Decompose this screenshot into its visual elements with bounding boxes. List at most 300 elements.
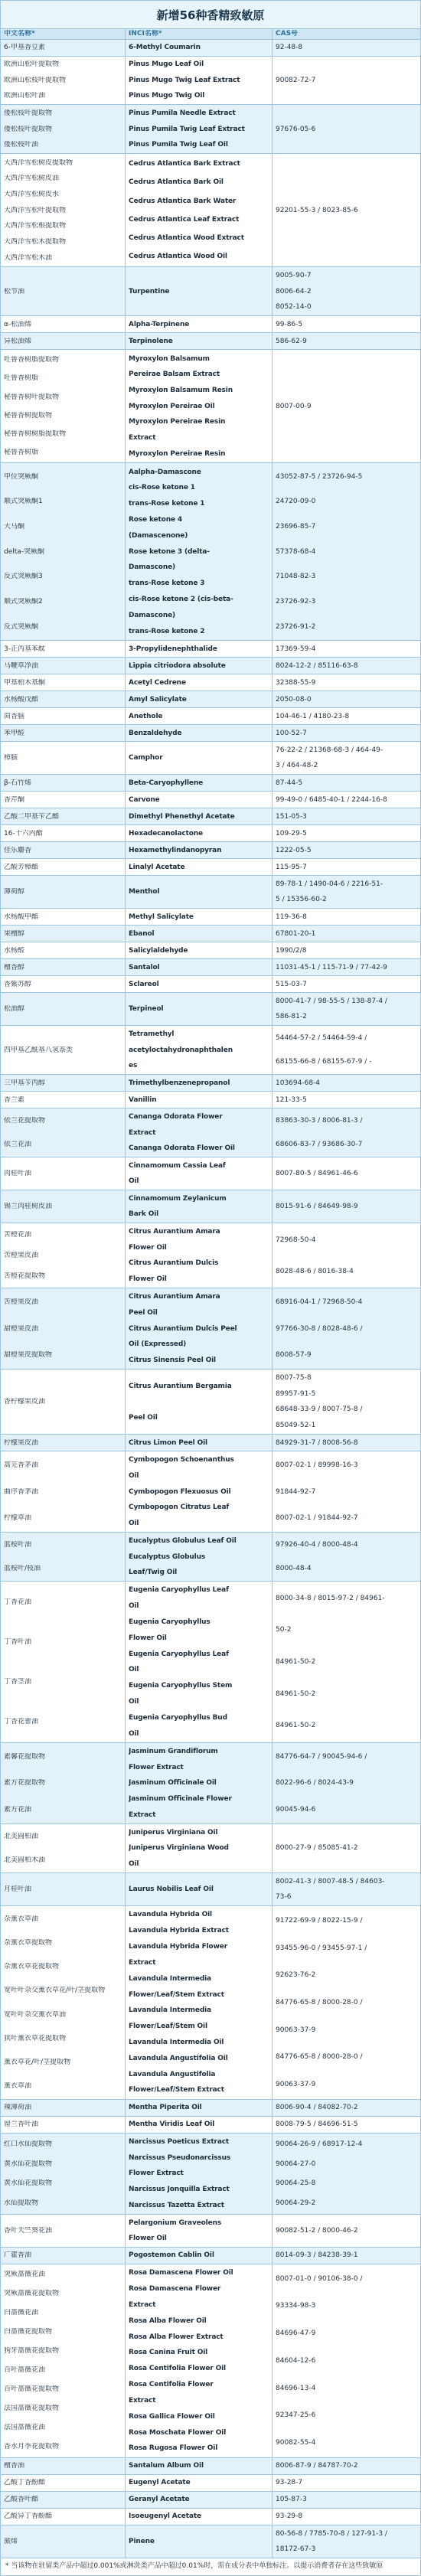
cell-line: Santalum Album Oil (129, 2462, 204, 2470)
cell-line: 蓝桉叶油 (4, 1541, 32, 1549)
footnote: * 当该物在驻留类产品中超过0.001%或淋洗类产品中超过0.01%时，需在成分表中单独标注。以提示消费者存在这些致敏原 (0, 2558, 421, 2576)
cell-cas-number (273, 1533, 420, 1581)
table-row (0, 842, 421, 859)
cell-cas-number (273, 1092, 420, 1108)
cell-line: Ebanol (129, 929, 155, 938)
cell-line: 8006-87-9 / 84787-70-2 (276, 2462, 358, 2470)
cell-line: 樟脑 (4, 754, 18, 762)
cell-line: Cedrus Atlantica Wood Extract (129, 233, 244, 242)
cell-line: 99-49-0 / 6485-40-1 / 2244-16-8 (276, 795, 387, 804)
cell-line: 倭松枝叶提取物 (4, 125, 53, 133)
table-row (0, 2509, 421, 2525)
cell-line: 苦橙花油 (4, 1230, 32, 1239)
cell-cas-number (273, 2492, 420, 2508)
cell-line: 6-甲基香豆素 (4, 43, 45, 51)
table-row (0, 1435, 421, 1451)
cell-line: 广藿香油 (4, 2251, 32, 2260)
cell-inci-name (126, 2492, 273, 2508)
cell-inci-name (126, 926, 273, 942)
table-row (0, 1533, 421, 1582)
cell-line: Rosa Alba Flower Oil (129, 2316, 207, 2325)
cell-chinese-name (1, 2248, 126, 2264)
cell-chinese-name (1, 463, 126, 640)
cell-line: 93455-96-0 / 93455-97-1 / (276, 1944, 367, 1952)
cell-cas-number (273, 674, 420, 691)
cell-line: Methyl Salicylate (129, 913, 194, 921)
table-row (0, 1743, 421, 1824)
cell-line: 103694-68-4 (276, 1079, 321, 1087)
cell-line: 法国蔷薇花提取物 (4, 2405, 60, 2413)
table-row (0, 976, 421, 993)
cell-line: 90082-72-7 (276, 76, 316, 84)
cell-line: Oil (129, 1177, 139, 1186)
table-row (0, 1092, 421, 1108)
table-row (0, 105, 421, 154)
cell-line: 43052-87-5 / 23726-94-5 (276, 472, 363, 481)
cell-inci-name (126, 2134, 273, 2214)
cell-line: 百叶蔷薇花提取物 (4, 2385, 60, 2394)
cell-line: Myroxylon Pereirae Oil (129, 402, 215, 410)
cell-line: 秘鲁香树树脂提取物 (4, 429, 67, 438)
cell-cas-number (273, 859, 420, 875)
cell-line: 2050-08-0 (276, 695, 312, 704)
cell-line: 109-29-5 (276, 829, 307, 837)
cell-inci-name (126, 1906, 273, 2099)
cell-line: Lavandula Intermedia Oil (129, 2039, 224, 2046)
cell-inci-name (126, 105, 273, 153)
cell-line: Pinus Mugo Leaf Oil (129, 60, 204, 69)
cell-line: 倭松枝叶油 (4, 141, 39, 149)
cell-line: 100-52-7 (276, 729, 307, 737)
cell-line: 果檀醇 (4, 929, 25, 938)
cell-line: 586-81-2 (276, 1013, 307, 1021)
cell-line: 68606-83-7 / 93686-30-7 (276, 1140, 363, 1148)
cell-chinese-name (1, 1157, 126, 1190)
table-row (0, 909, 421, 926)
cell-line: 16-十六内酯 (4, 829, 43, 837)
cell-line: 67801-20-1 (276, 929, 316, 938)
cell-chinese-name (1, 842, 126, 858)
cell-chinese-name (1, 691, 126, 707)
cell-line: 松油醇 (4, 1005, 25, 1014)
cell-line: 8007-02-1 / 91844-92-7 (276, 1513, 358, 1522)
cell-line: 甜橙果皮油 (4, 1324, 39, 1333)
cell-line: Camphor (129, 754, 163, 762)
cell-line: Sclareol (129, 980, 159, 988)
table-row (0, 674, 421, 691)
cell-line: Rosa Rugosa Flower Oil (129, 2444, 218, 2453)
cell-cas-number (273, 1824, 420, 1872)
cell-line: 5 / 15356-60-2 (276, 896, 327, 904)
cell-line: 倭松枝叶提取物 (4, 109, 53, 118)
cell-cas-number (273, 876, 420, 908)
cell-inci-name (126, 775, 273, 791)
table-row (0, 1223, 421, 1288)
cell-line: Extract (129, 1128, 156, 1137)
cell-chinese-name (1, 2134, 126, 2214)
cell-line: Eugenia Caryophyllus Bud (129, 1713, 227, 1722)
table-row (0, 40, 421, 57)
cell-line: Oil (129, 1729, 139, 1738)
cell-line: Mentha Viridis Leaf Oil (129, 2121, 215, 2129)
cell-inci-name (126, 1092, 273, 1108)
cell-chinese-name (1, 1743, 126, 1823)
cell-line: 90082-55-4 (276, 2438, 316, 2447)
cell-line: Juniperus Virginiana Wood (129, 1844, 229, 1853)
cell-cas-number (273, 2475, 420, 2491)
cell-line: 119-36-8 (276, 913, 307, 921)
table-row (0, 2492, 421, 2509)
cell-inci-name (126, 658, 273, 674)
cell-line: Jasminum Officinale Oil (129, 1779, 217, 1788)
cell-inci-name (126, 2264, 273, 2457)
cell-cas-number (273, 909, 420, 925)
cell-line: 93-28-7 (276, 2479, 303, 2487)
table-row (0, 2117, 421, 2134)
cell-line: 8007-75-8 (276, 1374, 312, 1383)
cell-line: 辣薄荷油 (4, 2104, 32, 2112)
cell-line: 反式突厥酮 (4, 622, 39, 631)
cell-cas-number (273, 942, 420, 958)
cell-line: 50-2 (276, 1626, 292, 1634)
cell-chinese-name (1, 708, 126, 724)
cell-line: 大西洋雪松木油 (4, 253, 53, 262)
cell-line: 素方花油 (4, 1805, 32, 1814)
cell-line: 丁香叶油 (4, 1638, 32, 1646)
cell-inci-name (126, 725, 273, 741)
cell-line: 6-Methyl Coumarin (129, 43, 201, 51)
cell-line: 90082-51-2 / 8000-46-2 (276, 2226, 358, 2235)
cell-line: Cedrus Atlantica Leaf Extract (129, 215, 240, 224)
cell-line: Juniperus Virginiana Oil (129, 1829, 218, 1837)
cell-line: Eugenia Caryophyllus (129, 1618, 210, 1627)
cell-line: 异松油烯 (4, 337, 32, 345)
cell-line: Narcissus Tazetta Extract (129, 2201, 224, 2209)
table-row (0, 2475, 421, 2492)
cell-cas-number (273, 2264, 420, 2457)
cell-line: Oil (129, 1519, 139, 1527)
cell-line: 吐鲁香树脂提取物 (4, 356, 60, 364)
cell-line: Eucalyptus Globulus Leaf Oil (129, 1537, 237, 1546)
cell-line: 91722-69-9 / 8022-15-9 / (276, 1916, 363, 1925)
table-row (0, 691, 421, 708)
cell-line: Turpentine (129, 287, 170, 295)
cell-inci-name (126, 708, 273, 724)
table-row (0, 1824, 421, 1873)
cell-line: 松节油 (4, 287, 25, 295)
cell-inci-name (126, 641, 273, 657)
cell-line: 72968-50-4 (276, 1236, 316, 1244)
cell-line: 17369-59-4 (276, 645, 316, 653)
cell-cas-number (273, 2215, 420, 2247)
cell-line: 84696-13-4 (276, 2384, 316, 2392)
cell-line: 甲基柏木基酮 (4, 678, 46, 687)
cell-line: Citrus Aurantium Amara (129, 1228, 220, 1236)
cell-line: 北美圆柏木油 (4, 1856, 46, 1864)
cell-line: 8006-64-2 (276, 287, 312, 295)
cell-line: 92201-55-3 / 8023-85-6 (276, 206, 358, 214)
cell-chinese-name (1, 808, 126, 824)
cell-chinese-name (1, 674, 126, 691)
cell-cas-number (273, 658, 420, 674)
cell-inci-name (126, 463, 273, 640)
cell-inci-name (126, 1288, 273, 1369)
cell-chinese-name (1, 1092, 126, 1108)
cell-line: Linalyl Acetate (129, 863, 185, 871)
cell-line: 71048-82-3 (276, 573, 316, 581)
cell-line: Lavandula Intermedia (129, 1974, 211, 1983)
cell-line: 法国蔷薇花油 (4, 2424, 46, 2432)
table-row (0, 57, 421, 106)
cell-line: 68155-66-8 / 68155-67-9 / - (276, 1057, 372, 1066)
cell-cas-number (273, 1026, 420, 1074)
cell-cas-number (273, 792, 420, 808)
cell-chinese-name (1, 792, 126, 808)
cell-line: 茴香脑 (4, 712, 25, 720)
cell-line: Narcissus Jonquilla Extract (129, 2186, 230, 2194)
cell-line: Alpha-Terpinene (129, 320, 190, 328)
cell-line: 90064-25-8 (276, 2179, 316, 2188)
cell-line: Oil (129, 1602, 139, 1611)
cell-line: 秘鲁香树提取物 (4, 411, 53, 420)
cell-line: 乙酸芳樟酯 (4, 863, 39, 871)
cell-cas-number (273, 959, 420, 975)
cell-line: 8014-09-3 / 84238-39-1 (276, 2251, 358, 2260)
cell-cas-number (273, 708, 420, 724)
cell-line: 薰衣草油 (4, 2082, 32, 2091)
cell-cas-number (273, 1075, 420, 1091)
cell-cas-number (273, 267, 420, 315)
cell-line: 狗牙蔷薇花提取物 (4, 2347, 60, 2356)
cell-inci-name (126, 267, 273, 315)
cell-line: Lavandula Intermedia (129, 2006, 211, 2015)
cell-cas-number (273, 742, 420, 774)
cell-line: 89-78-1 / 1490-04-6 / 2216-51- (276, 880, 383, 889)
cell-chinese-name (1, 2264, 126, 2457)
cell-inci-name (126, 691, 273, 707)
cell-line: 马鞭草净油 (4, 661, 39, 670)
cell-line: Citrus Sinensis Peel Oil (129, 1356, 216, 1364)
cell-line: Rose ketone 4 (129, 516, 182, 524)
cell-line: 乙酸异丁香酚酯 (4, 2512, 53, 2521)
cell-cas-number (273, 1223, 420, 1288)
cell-line: 肉桂叶油 (4, 1170, 32, 1178)
cell-chinese-name (1, 959, 126, 975)
cell-line: Damascone) (129, 611, 175, 619)
cell-chinese-name (1, 909, 126, 925)
cell-line: 红口水仙提取物 (4, 2140, 53, 2148)
cell-line: 97766-30-8 / 8028-48-6 / (276, 1324, 363, 1333)
table-header-row (0, 28, 421, 40)
cell-chinese-name (1, 876, 126, 908)
table-row (0, 316, 421, 333)
cell-line: 54464-57-2 / 54464-59-4 / (276, 1034, 367, 1043)
cell-line: 8002-41-3 / 8007-48-5 / 84603- (276, 1877, 385, 1885)
cell-line: Cedrus Atlantica Bark Oil (129, 178, 224, 187)
cell-line: Pinus Mugo Twig Leaf Extract (129, 76, 240, 84)
cell-line: 84961-50-2 (276, 1658, 316, 1667)
cell-chinese-name (1, 1824, 126, 1872)
cell-line: 檀香醇 (4, 963, 25, 971)
cell-line: Myroxylon Pereirae Resin (129, 449, 226, 458)
cell-inci-name (126, 316, 273, 332)
header-cell-inci-name: INCI名称* (126, 29, 273, 39)
cell-line: Cinnamomum Zeylanicum (129, 1195, 227, 1203)
cell-line: 8007-80-5 / 84961-46-6 (276, 1170, 358, 1178)
cell-line: 84696-47-9 (276, 2330, 316, 2338)
cell-line: 水杨醛 (4, 946, 25, 955)
cell-cas-number (273, 1582, 420, 1742)
cell-chinese-name (1, 859, 126, 875)
table-row (0, 1026, 421, 1075)
cell-chinese-name (1, 2475, 126, 2491)
cell-cas-number (273, 842, 420, 858)
cell-line: Citrus Aurantium Bergamia (129, 1382, 232, 1390)
cell-cas-number (273, 2509, 420, 2525)
cell-line: 80-56-8 / 7785-70-8 / 127-91-3 / (276, 2529, 387, 2538)
cell-line: 90064-29-2 (276, 2199, 316, 2207)
cell-line: Beta-Caryophyllene (129, 779, 204, 787)
cell-cas-number (273, 316, 420, 332)
cell-inci-name (126, 1533, 273, 1581)
cell-line: 1222-05-5 (276, 846, 312, 854)
cell-line: 留兰香叶油 (4, 2121, 39, 2129)
cell-chinese-name (1, 976, 126, 992)
cell-inci-name (126, 2525, 273, 2558)
cell-line: 欧洲山松叶提取物 (4, 60, 60, 69)
cell-inci-name (126, 2100, 273, 2116)
cell-cas-number (273, 1906, 420, 2099)
cell-inci-name (126, 1451, 273, 1532)
cell-line: Rose ketone 3 (delta- (129, 547, 210, 556)
cell-line: Leaf/Twig Oil (129, 1568, 178, 1576)
cell-line: 大西洋雪松树皮油 (4, 175, 60, 183)
cell-line: Rosa Canina Fruit Oil (129, 2349, 208, 2357)
cell-line: Aalpha-Damascone (129, 468, 201, 476)
cell-chinese-name (1, 641, 126, 657)
cell-line: trans-Rose ketone 2 (129, 627, 205, 635)
cell-line: Extract (129, 1810, 156, 1819)
cell-line: 蒿芫香茅油 (4, 1461, 39, 1470)
cell-inci-name (126, 1026, 273, 1074)
cell-line: Lavandula Hybrida Extract (129, 1927, 229, 1935)
cell-line: Pinus Pumila Needle Extract (129, 109, 236, 118)
cell-chinese-name (1, 333, 126, 349)
cell-cas-number (273, 825, 420, 841)
cell-line: 锡兰肉桂树皮油 (4, 1203, 53, 1211)
cell-line: 8006-90-4 / 84082-70-2 (276, 2104, 358, 2112)
cell-line: Acetyl Cedrene (129, 678, 186, 687)
cell-chinese-name (1, 2492, 126, 2508)
cell-line: Oil (129, 1859, 139, 1868)
cell-inci-name (126, 825, 273, 841)
table-row (0, 2248, 421, 2264)
cell-line: 柠檬果皮油 (4, 1438, 39, 1447)
cell-inci-name (126, 1370, 273, 1434)
cell-line: Rosa Centifolia Flower Oil (129, 2365, 226, 2373)
cell-line: Rosa Gallica Flower Oil (129, 2412, 215, 2421)
allergen-table (0, 28, 421, 2558)
cell-cas-number (273, 2248, 420, 2264)
cell-cas-number (273, 57, 420, 105)
cell-line: 狭叶薰衣草花提取物 (4, 2034, 67, 2042)
cell-line: cis-Rose ketone 2 (cis-beta- (129, 596, 233, 604)
cell-line: 97926-40-4 / 8000-48-4 (276, 1541, 358, 1549)
cell-line: 76-22-2 / 21368-68-3 / 464-49- (276, 746, 383, 755)
table-row (0, 959, 421, 976)
cell-line: 92623-76-2 (276, 1971, 316, 1980)
cell-line: 8052-14-0 (276, 303, 312, 312)
cell-line: 大西洋雪松树皮水 (4, 190, 60, 198)
table-row (0, 1075, 421, 1092)
cell-line: 84961-50-2 (276, 1722, 316, 1730)
cell-line: Lippia citriodora absolute (129, 661, 226, 670)
cell-chinese-name (1, 1288, 126, 1369)
table-row (0, 708, 421, 725)
table-row (0, 942, 421, 959)
table-row (0, 1190, 421, 1223)
cell-line: Flower Extract (129, 2170, 184, 2178)
cell-inci-name (126, 959, 273, 975)
cell-line: Laurus Nobilis Leaf Oil (129, 1885, 214, 1893)
cell-inci-name (126, 909, 273, 925)
cell-line: Pinene (129, 2537, 155, 2545)
cell-line: Lavandula Hybrida Oil (129, 1911, 212, 1919)
cell-line: 秘鲁香树脂 (4, 449, 39, 457)
cell-inci-name (126, 2509, 273, 2525)
cell-line: 柠檬草油 (4, 1513, 32, 1522)
table-row (0, 1288, 421, 1370)
cell-line: 90063-37-9 (276, 2081, 316, 2089)
cell-line: 9005-90-7 (276, 272, 312, 280)
cell-line: 大西洋雪松根提取物 (4, 222, 67, 230)
cell-line: Extract (129, 1958, 156, 1967)
cell-chinese-name (1, 1223, 126, 1288)
cell-line: 99-86-5 (276, 320, 303, 328)
cell-cas-number (273, 1288, 420, 1369)
cell-line: 杂薰衣草花提取物 (4, 1963, 60, 1971)
cell-inci-name (126, 154, 273, 266)
cell-line: 秘鲁香树叶提取物 (4, 393, 60, 401)
cell-line: Benzaldehyde (129, 729, 182, 737)
cell-line: 乙酸香叶酯 (4, 2496, 39, 2504)
cell-cas-number (273, 725, 420, 741)
table-row (0, 859, 421, 876)
cell-line: 曲序香茅油 (4, 1487, 39, 1496)
cell-line: 佳乐麝香 (4, 846, 32, 854)
cell-line: 90045-94-6 (276, 1805, 316, 1814)
cell-line: Pereirae Balsam Extract (129, 371, 220, 379)
cell-line: 蓝桉叶/枝油 (4, 1564, 41, 1572)
cell-line: 3 / 464-48-2 (276, 762, 318, 770)
cell-line: 大西洋雪松树皮提取物 (4, 158, 73, 167)
cell-line: 甜橙果皮提取物 (4, 1350, 53, 1359)
cell-line: 苯甲醛 (4, 729, 25, 737)
cell-line: 突厥蔷薇花提取物 (4, 2290, 60, 2298)
table-row (0, 876, 421, 909)
cell-line: Eucalyptus Globulus (129, 1552, 206, 1561)
cell-line: Citrus Limon Peel Oil (129, 1438, 207, 1447)
cell-line: 84929-31-7 / 8008-56-8 (276, 1438, 358, 1447)
table-row (0, 1108, 421, 1157)
cell-cas-number (273, 2458, 420, 2474)
cell-line: 突厥蔷薇花油 (4, 2271, 46, 2279)
cell-line: 白蔷薇花提取物 (4, 2328, 53, 2336)
cell-inci-name (126, 2117, 273, 2133)
cell-line: 丁香花油 (4, 1598, 32, 1607)
table-row (0, 1451, 421, 1533)
cell-line: 1990/2/8 (276, 946, 307, 955)
